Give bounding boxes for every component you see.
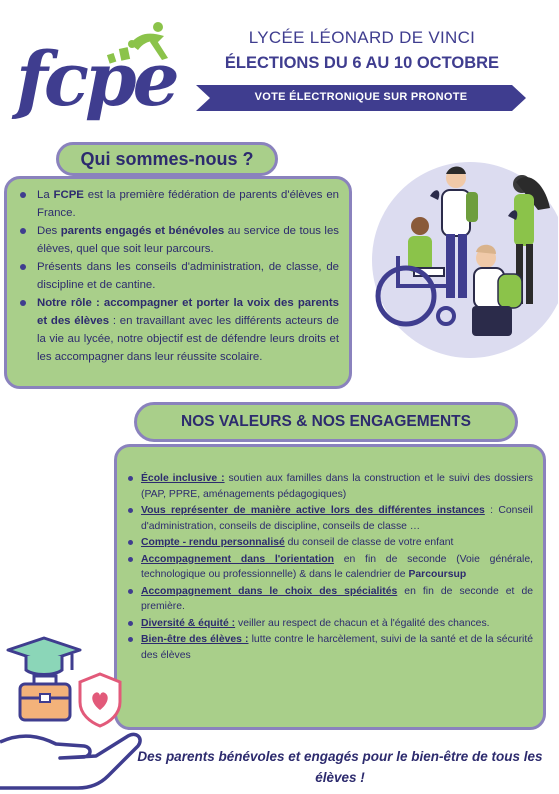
values-box xyxy=(114,444,546,730)
school-name: LYCÉE LÉONARD DE VINCI xyxy=(248,28,476,47)
list-item: Présents dans les conseils d'administration, de classe, de discipline et de cantine. xyxy=(17,258,339,294)
values-list xyxy=(117,447,543,663)
who-title: Qui sommes-nous ? xyxy=(80,149,254,169)
list-item: Bien-être des élèves : lutte contre le harcèlement, suivi de la santé et de la sécurité des élèves xyxy=(127,632,533,663)
who-title-pill xyxy=(56,142,278,176)
vote-text: VOTE ÉLECTRONIQUE SUR PRONOTE xyxy=(254,91,468,103)
hand-icon xyxy=(0,734,140,788)
values-title-pill xyxy=(134,402,518,442)
list-item: Compte - rendu personnalisé du conseil de classe de votre enfant xyxy=(127,535,533,551)
list-item: La FCPE est la première fédération de parents d'élèves en France. xyxy=(17,186,339,222)
briefcase-icon xyxy=(20,676,70,720)
list-item: Diversité & équité : veiller au respect de chacun et à l'égalité des chances. xyxy=(127,616,533,632)
list-item: Accompagnement dans l'orientation en fin de seconde (Voie générale, technologique ou professionnelle) & dans le calendrier de Parcoursup xyxy=(127,552,533,583)
who-list xyxy=(7,179,349,366)
values-title: NOS VALEURS & NOS ENGAGEMENTS xyxy=(181,413,471,430)
list-item: Notre rôle : accompagner et porter la voix des parents et des élèves : en travaillant avec les différents acteurs de la vie au lycée, notre objectif est de défendre leurs droits et les accompagner dans leur réussite scolaire. xyxy=(17,294,339,366)
footer-slogan: Des parents bénévoles et engagés pour le bien-être de tous les élèves ! xyxy=(137,749,543,785)
election-dates: ÉLECTIONS DU 6 AU 10 OCTOBRE xyxy=(224,54,500,72)
list-item: Accompagnement dans le choix des spécialités en fin de seconde et de première. xyxy=(127,584,533,615)
shield-heart-icon xyxy=(80,674,120,726)
list-item: École inclusive : soutien aux familles dans la construction et le suivi des dossiers (PAP, PPRE, aménagements pédagogiques) xyxy=(127,471,533,502)
vote-banner xyxy=(196,85,526,111)
fcpe-logo: fcpe xyxy=(8,14,178,126)
list-item: Vous représenter de manière active lors des différentes instances : Conseil d'administration, conseils de discipline, conseils de classe … xyxy=(127,503,533,534)
who-box xyxy=(4,176,352,389)
list-item: Des parents engagés et bénévoles au service de tous les élèves, quel que soit leur parcours. xyxy=(17,222,339,258)
students-illustration xyxy=(358,156,558,366)
graduation-cap-icon xyxy=(8,638,80,675)
